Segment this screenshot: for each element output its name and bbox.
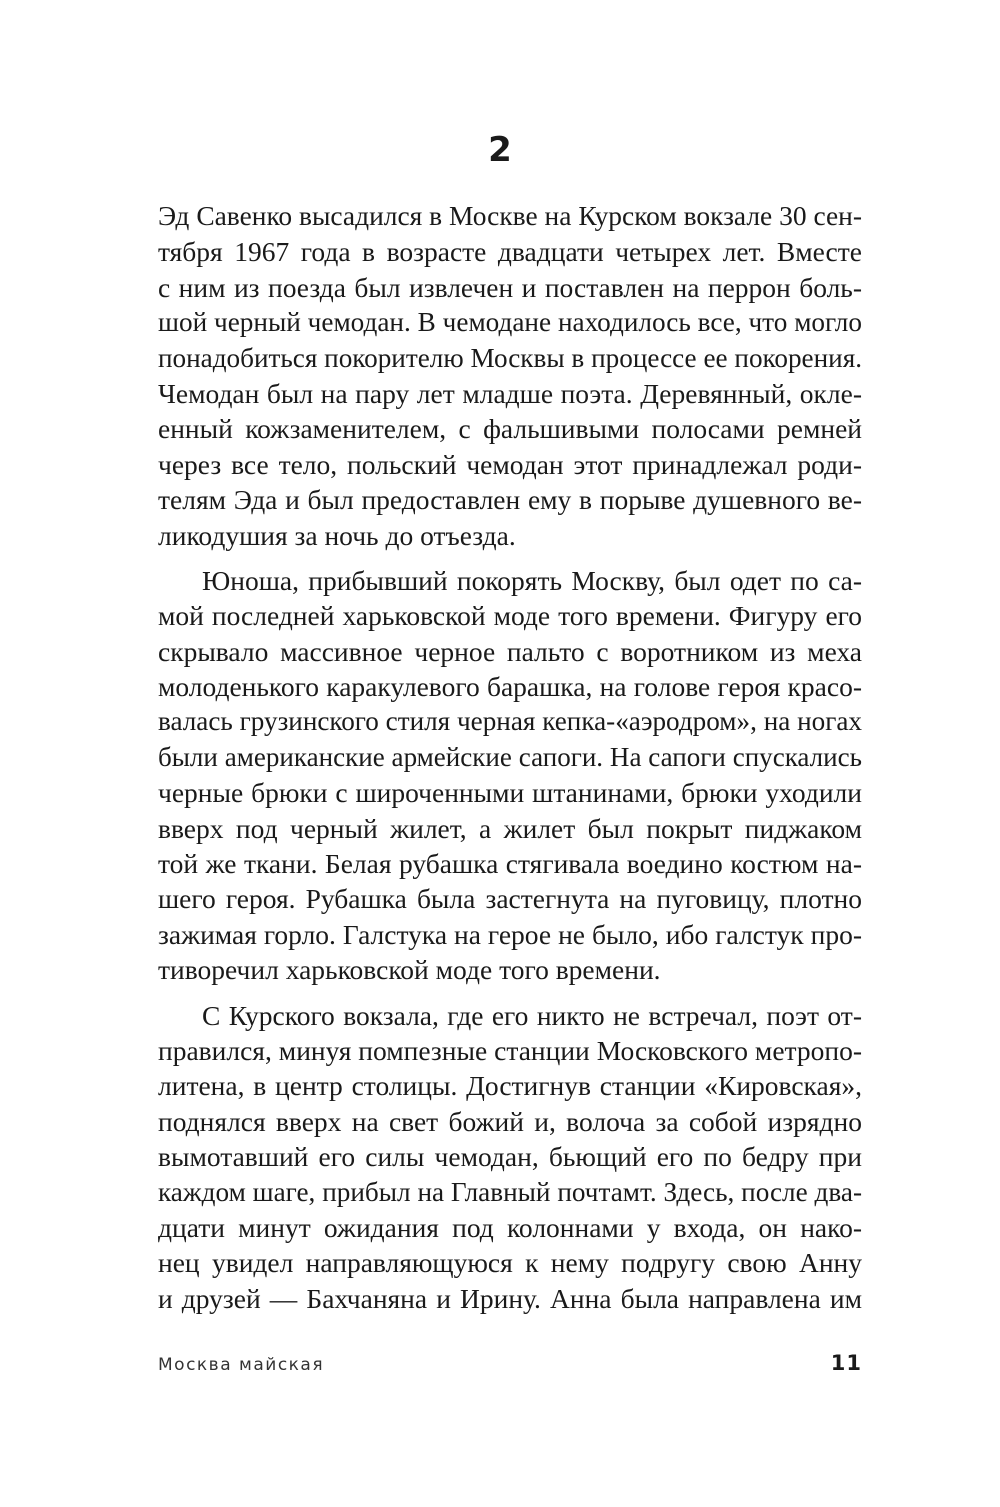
text-line: вверх под черный жилет, а жилет был покрыт пиджаком [158,812,862,844]
text-line: и друзей — Бахчаняна и Ирину. Анна была направлена им [158,1282,862,1314]
text-line: вымотавший его силы чемодан, бьющий его по бедру при [158,1141,862,1173]
text-line: Чемодан был на пару лет младше поэта. Деревянный, окле- [158,377,862,409]
chapter-number: 2 [488,130,512,170]
text-line: зажимая горло. Галстука на герое не было, ибо галстук про- [158,918,862,950]
text-line: понадобиться покорителю Москвы в процессе ее покорения. [158,342,862,373]
text-line: тября 1967 года в возрасте двадцати четырех лет. Вместе [158,236,862,268]
paragraph-2 [158,563,862,988]
text-line: шой черный чемодан. В чемодане находилось все, что могло [158,307,862,338]
text-line: нец увидел направляющуюся к нему подругу свою Анну [158,1247,862,1279]
page-number: 11 [830,1351,862,1375]
text-line: ликодушия за ночь до отъезда. [158,519,516,551]
paragraph-3 [158,998,862,1317]
text-line: были американские армейские сапоги. На сапоги спускались [158,741,862,772]
text-line: енный кожзаменителем, с фальшивыми полосами ремней [158,413,862,445]
text-line: той же ткани. Белая рубашка стягивала воедино костюм на- [158,848,862,880]
text-line: тиворечил харьковской моде того времени. [158,954,661,986]
text-line: через все тело, польский чемодан этот принадлежал роди- [158,448,862,480]
text-line: телям Эда и был предоставлен ему в порыве душевного ве- [158,484,862,516]
text-line: Эд Савенко высадился в Москве на Курском вокзале 30 сен- [158,201,862,231]
text-line: шего героя. Рубашка была застегнута на пуговицу, плотно [158,883,862,915]
body-text [158,199,862,1316]
text-line: черные брюки с широченными штанинами, брюки уходили [158,777,862,809]
text-line: поднялся вверх на свет божий и, волоча за собой изрядно [158,1105,862,1137]
text-line: скрывало массивное черное пальто с воротником из меха [158,635,862,667]
text-line: каждом шаге, прибыл на Главный почтамт. Здесь, после два- [158,1176,862,1207]
text-line: валась грузинского стиля черная кепка-«аэродром», на ногах [158,706,862,737]
text-line: С Курского вокзала, где его никто не встречал, поэт от- [202,999,862,1031]
text-line: правился, минуя помпезные станции Московского метропо- [158,1034,862,1066]
paragraph-1 [158,199,862,553]
running-footer-title: Москва майская [158,1355,325,1375]
text-line: с ним из поезда был извлечен и поставлен на перрон боль- [158,271,862,303]
text-line: молоденького каракулевого барашка, на голове героя красо- [158,671,862,703]
text-line: мой последней харьковской моде того времени. Фигуру его [158,600,862,632]
text-line: Юноша, прибывший покорять Москву, был одет по са- [202,564,862,596]
text-line: дцати минут ожидания под колоннами у входа, он нако- [158,1211,862,1243]
text-line: литена, в центр столицы. Достигнув станции «Кировская», [158,1070,862,1102]
